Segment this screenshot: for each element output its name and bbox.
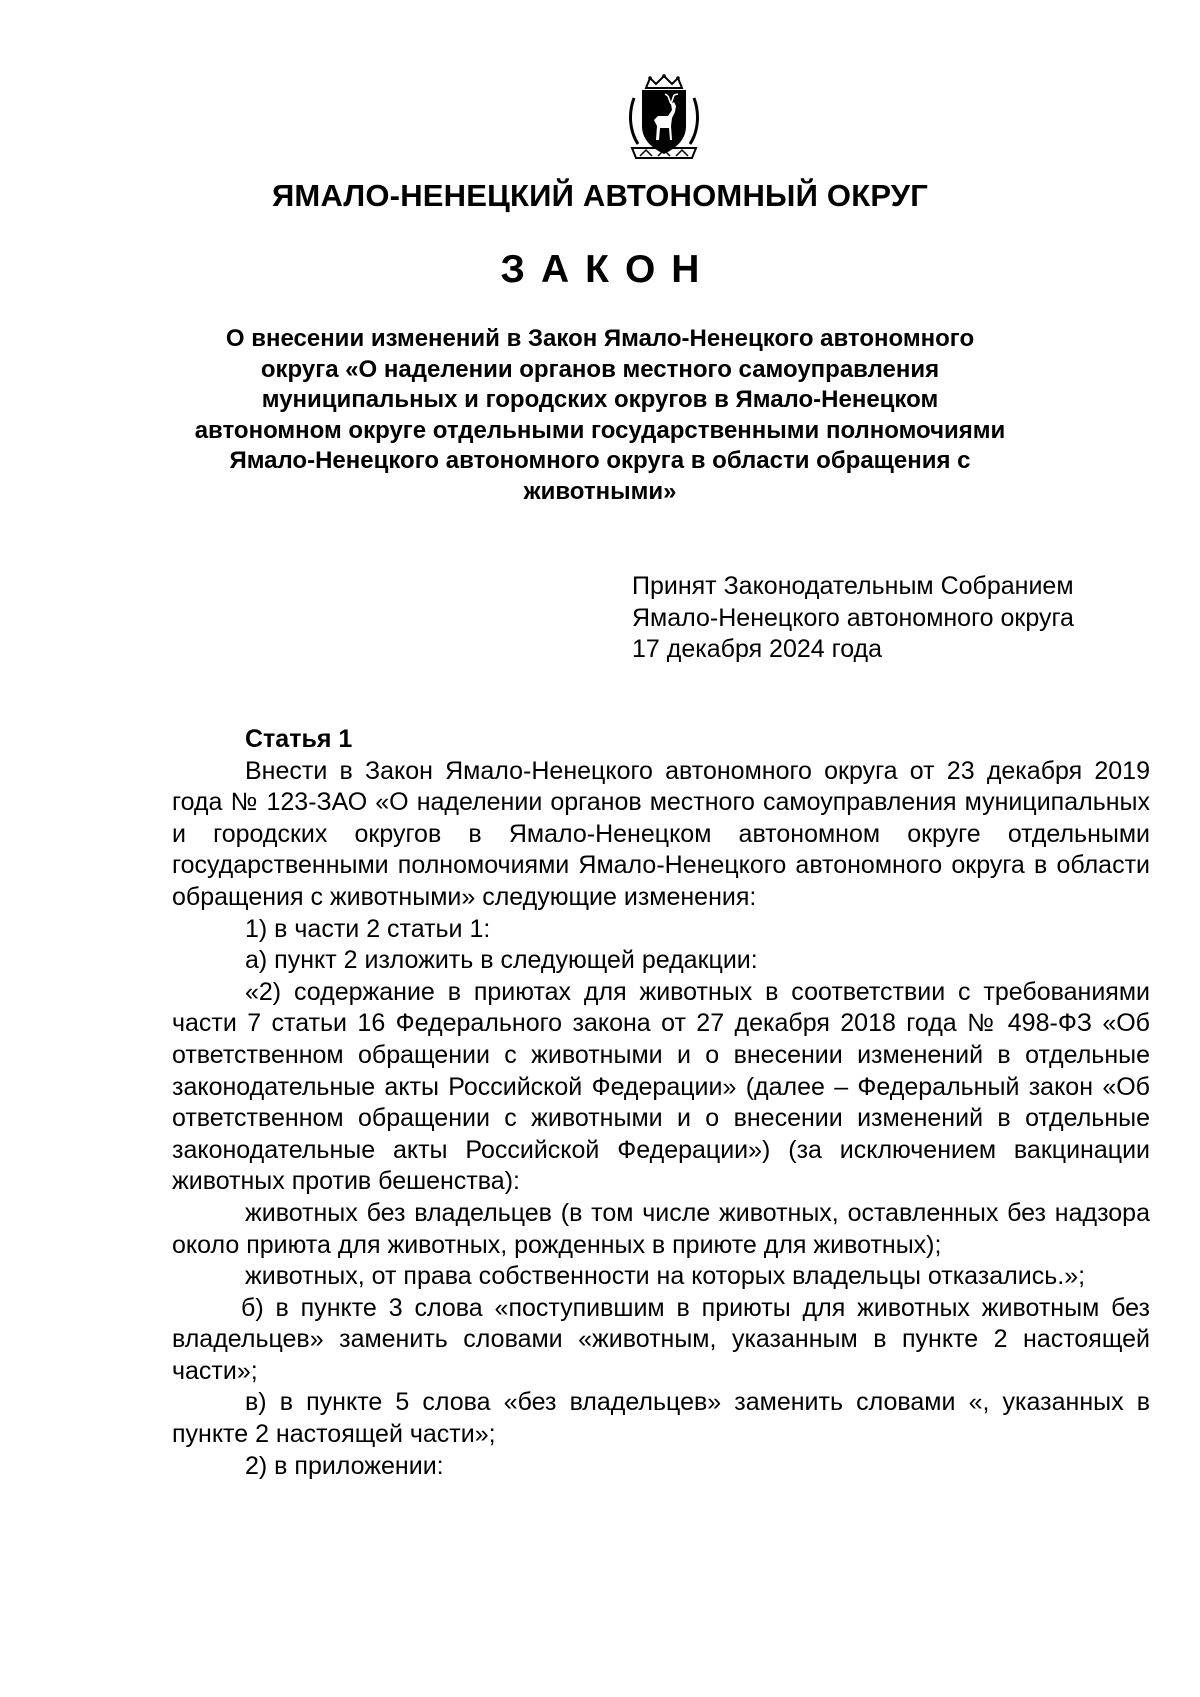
law-title-line: О внесении изменений в Закон Ямало-Ненецкого автономного — [225, 325, 975, 352]
adoption-line: Принят Законодательным Собранием — [632, 572, 1074, 600]
article-paragraph: «2) содержание в приютах для животных в соответствии с требованиями части 7 статьи 16 Федерального закона от 27 декабря 2018 года № 498-ФЗ «Об ответственном обращении с животными и о внесении изменений в отдельные законодательные акты Российской Федерации» (далее – Федеральный закон «Об ответственном обращении с животными и о внесении изменений в отдельные законодательные акты Российской Федерации») (за исключением вакцинации животных против бешенства): — [172, 977, 1150, 1196]
article-paragraph: б) в пункте 3 слова «поступившим в приюты для животных животным без владельцев» заменить словами «животным, указанным в пункте 2 настоящей части»; — [172, 1293, 1150, 1385]
region-title: ЯМАЛО-НЕНЕЦКИЙ АВТОНОМНЫЙ ОКРУГ — [271, 178, 929, 213]
adoption-line: Ямало-Ненецкого автономного округа — [632, 603, 1074, 632]
article-paragraph: животных, от права собственности на которых владельцы отказались.»; — [245, 1262, 1086, 1291]
law-title-line: Ямало-Ненецкого автономного округа в области обращения с — [229, 447, 971, 474]
adoption-info — [632, 571, 1074, 666]
law-title-line: муниципальных и городских округов в Ямало-Ненецком — [261, 386, 939, 413]
coat-of-arms-icon — [624, 74, 704, 162]
law-title-line: животными» — [523, 477, 677, 505]
article-paragraph: 2) в приложении: — [245, 1451, 444, 1480]
article-body — [172, 724, 1150, 1482]
article-paragraph: животных без владельцев (в том числе животных, оставленных без надзора около приюта для животных, рожденных в приюте для животных); — [172, 1198, 1150, 1259]
law-title-line: округа «О наделении органов местного самоуправления — [260, 355, 940, 383]
article-heading: Статья 1 — [245, 725, 353, 753]
article-paragraph: в) в пункте 5 слова «без владельцев» заменить словами «, указанных в пункте 2 настоящей части»; — [172, 1388, 1150, 1449]
article-paragraph: Внести в Закон Ямало-Ненецкого автономного округа от 23 декабря 2019 года № 123-ЗАО «О наделении органов местного самоуправления муниципальных и городских округов в Ямало-Ненецком автономном округе отдельными государственными полномочиями Ямало-Ненецкого автономного округа в области обращения с животными» следующие изменения: — [172, 756, 1150, 911]
article-paragraph: а) пункт 2 изложить в следующей редакции: — [245, 946, 758, 975]
law-title — [160, 324, 1040, 507]
law-title-line: автономном округе отдельными государственными полномочиями — [194, 416, 1006, 444]
document-type: ЗАКОН — [500, 248, 716, 291]
article-paragraph: 1) в части 2 статьи 1: — [245, 914, 491, 943]
adoption-date: 17 декабря 2024 года — [632, 635, 883, 663]
